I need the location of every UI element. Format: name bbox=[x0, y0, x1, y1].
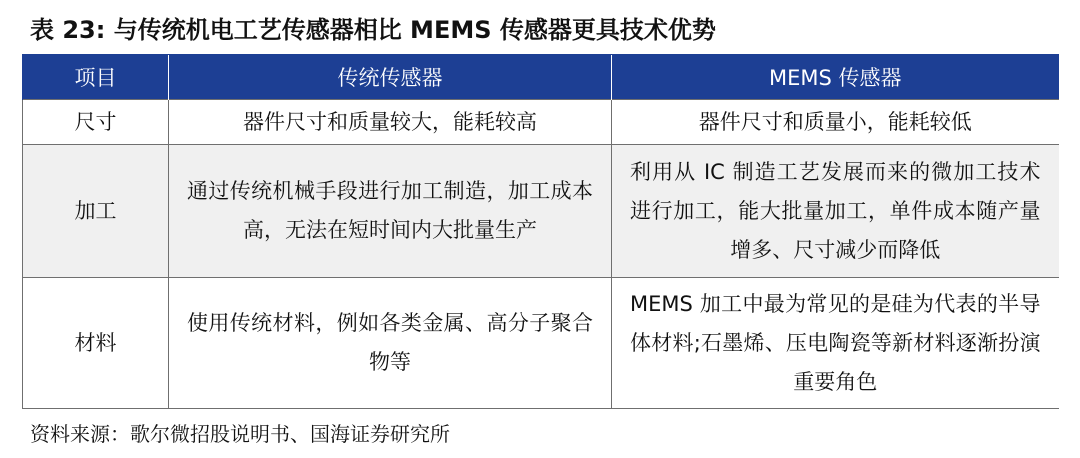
row-label: 加工 bbox=[23, 145, 169, 278]
header-item: 项目 bbox=[23, 55, 169, 100]
comparison-table bbox=[22, 54, 1059, 409]
table-title: 表 23: 与传统机电工艺传感器相比 MEMS 传感器更具技术优势 bbox=[30, 16, 716, 44]
traditional-cell: 通过传统机械手段进行加工制造，加工成本高，无法在短时间内大批量生产 bbox=[169, 145, 612, 278]
source-note: 资料来源：歌尔微招股说明书、国海证券研究所 bbox=[30, 422, 450, 446]
table-header-row bbox=[23, 55, 1059, 100]
table-row-size bbox=[23, 100, 1059, 145]
row-label: 材料 bbox=[23, 278, 169, 409]
header-traditional: 传统传感器 bbox=[169, 55, 612, 100]
mems-cell: 利用从 IC 制造工艺发展而来的微加工技术进行加工，能大批量加工，单件成本随产量增多、尺寸减少而降低 bbox=[612, 145, 1059, 278]
table-row-material bbox=[23, 278, 1059, 409]
header-mems: MEMS 传感器 bbox=[612, 55, 1059, 100]
mems-cell: MEMS 加工中最为常见的是硅为代表的半导体材料;石墨烯、压电陶瓷等新材料逐渐扮演重要角色 bbox=[612, 278, 1059, 409]
table-row-processing bbox=[23, 145, 1059, 278]
traditional-cell: 使用传统材料，例如各类金属、高分子聚合物等 bbox=[169, 278, 612, 409]
mems-cell: 器件尺寸和质量小，能耗较低 bbox=[612, 100, 1059, 145]
row-label: 尺寸 bbox=[23, 100, 169, 145]
traditional-cell: 器件尺寸和质量较大，能耗较高 bbox=[169, 100, 612, 145]
